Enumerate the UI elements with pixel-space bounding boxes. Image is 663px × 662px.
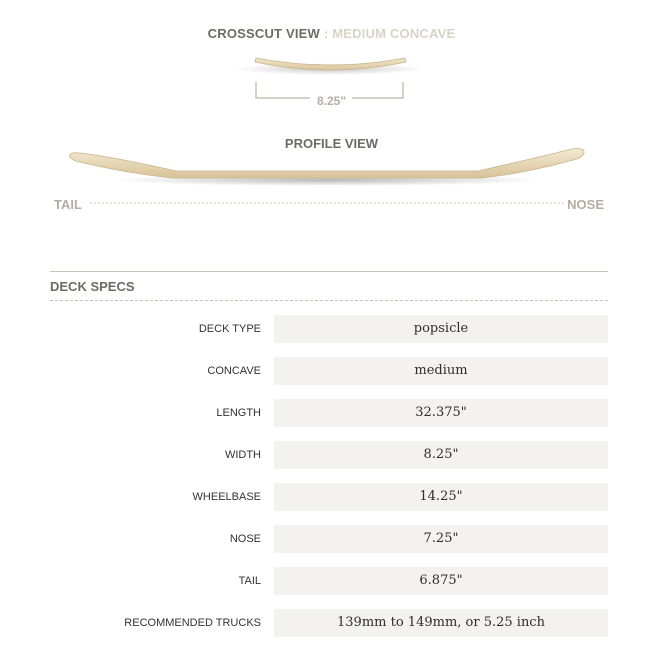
tail-label: TAIL [54,197,82,212]
spec-label: CONCAVE [207,365,261,377]
crosscut-title-main: CROSSCUT VIEW [207,26,321,41]
spec-row-deck-type [0,315,663,343]
spec-row-length [0,399,663,427]
spec-label: LENGTH [216,407,261,419]
crosscut-title [0,26,663,41]
spec-label: NOSE [229,533,261,545]
profile-deck-illustration [64,145,590,195]
specs-dashed-divider [50,300,608,301]
profile-title: PROFILE VIEW [284,136,379,151]
spec-value: medium [274,357,608,385]
spec-label: WHEELBASE [192,491,261,503]
specs-top-divider [50,271,608,272]
spec-value: 6.875" [274,567,608,595]
spec-label: DECK TYPE [198,323,261,335]
specs-heading: DECK SPECS [50,279,135,294]
spec-value: 139mm to 149mm, or 5.25 inch [274,609,608,637]
spec-value: popsicle [274,315,608,343]
spec-row-nose [0,525,663,553]
spec-label: WIDTH [224,449,261,461]
spec-value: 7.25" [274,525,608,553]
spec-row-width [0,441,663,469]
spec-row-wheelbase [0,483,663,511]
spec-row-concave [0,357,663,385]
crosscut-width-label: 8.25" [316,94,347,108]
crosscut-title-separator: : [320,26,333,41]
spec-value: 8.25" [274,441,608,469]
nose-label: NOSE [567,197,604,212]
spec-row-tail [0,567,663,595]
crosscut-title-concave: MEDIUM CONCAVE [332,26,456,41]
tail-nose-dotted-line [90,198,564,208]
spec-row-recommended-trucks [0,609,663,637]
spec-label: TAIL [238,575,261,587]
spec-value: 32.375" [274,399,608,427]
spec-label: RECOMMENDED TRUCKS [124,617,261,629]
spec-value: 14.25" [274,483,608,511]
